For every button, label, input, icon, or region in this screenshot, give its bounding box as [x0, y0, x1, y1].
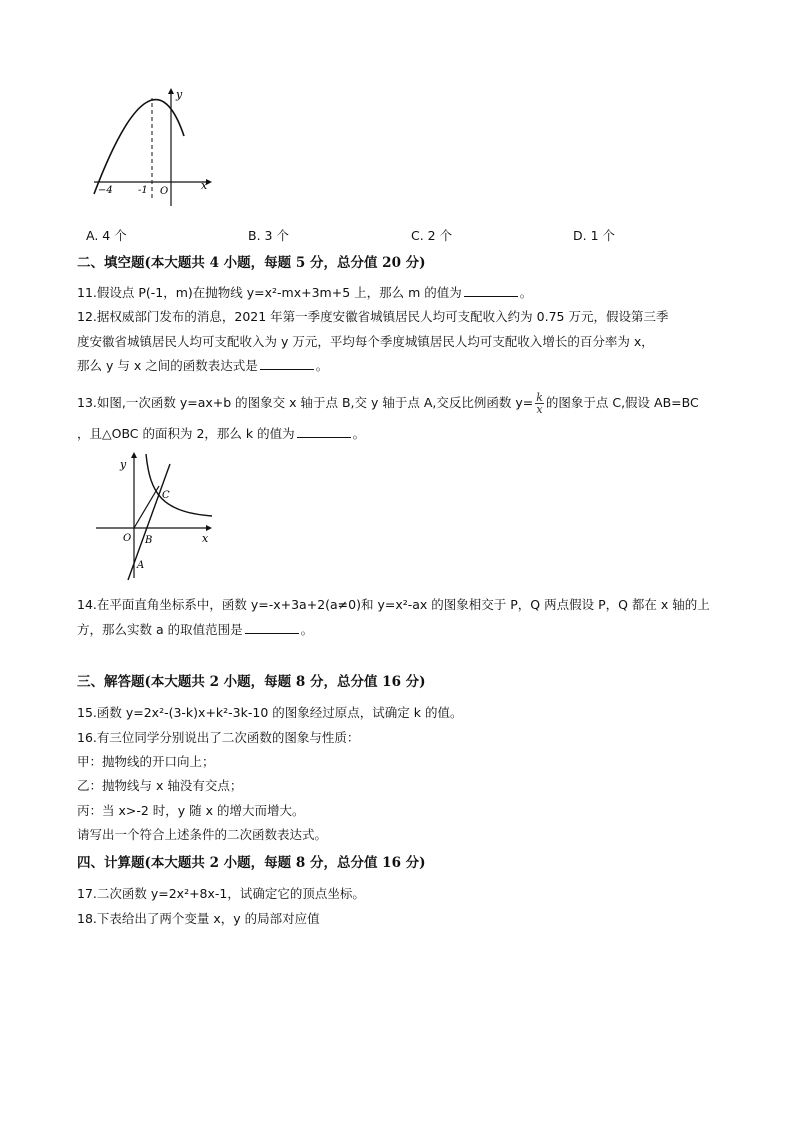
- q13-text: 13.如图,一次函数 y=ax+b 的图象交 x 轴于点 B,交 y 轴于点 A,交反比例函数 y=: [77, 395, 534, 410]
- q11-text: 11.假设点 P(-1，m)在抛物线 y=x²-mx+3m+5 上，那么 m 的值为: [77, 285, 462, 300]
- origin-label: O: [123, 533, 132, 544]
- option-b: B. 3 个: [248, 228, 289, 243]
- point-b-label: B: [145, 535, 153, 546]
- hyperbola-figure: [92, 450, 216, 584]
- q16-line3: 乙：抛物线与 x 轴没有交点；: [77, 778, 243, 793]
- q11-line: [77, 284, 532, 302]
- q13-end: 。: [352, 426, 366, 441]
- x-axis-label: x: [202, 532, 209, 545]
- point-a-label: A: [137, 560, 145, 571]
- y-axis-label: y: [120, 458, 127, 471]
- origin-label: O: [160, 186, 169, 197]
- segment-oc: [134, 486, 159, 528]
- q12-line1: 12.据权威部门发布的消息，2021 年第一季度安徽省城镇居民人均可支配收入约为 0.75 万元，假设第三季: [77, 309, 669, 324]
- q16-line1: 16.有三位同学分别说出了二次函数的图象与性质：: [77, 730, 360, 745]
- q12-line3: [77, 357, 328, 375]
- y-axis-label: y: [176, 88, 183, 101]
- q13-line1: [77, 392, 699, 415]
- q12-end: 。: [315, 358, 329, 373]
- q14-line1: 14.在平面直角坐标系中，函数 y=-x+3a+2(a≠0)和 y=x²-ax 的图象相交于 P，Q 两点假设 P，Q 都在 x 轴的上: [77, 597, 710, 612]
- option-a: A. 4 个: [86, 228, 127, 243]
- tick-neg4: −4: [98, 185, 113, 196]
- x-axis-label: x: [201, 179, 208, 192]
- k-over-x-fraction: [535, 392, 544, 415]
- q12-answer-blank[interactable]: [260, 357, 314, 370]
- fraction-numerator: k: [536, 391, 543, 404]
- tick-neg1: -1: [138, 185, 148, 196]
- q14-end: 。: [300, 622, 314, 637]
- q15-line: 15.函数 y=2x²-(3-k)x+k²-3k-10 的图象经过原点，试确定 k 的值。: [77, 705, 463, 720]
- section4-heading: 四、计算题(本大题共 2 小题，每题 8 分，总分值 16 分): [77, 855, 426, 871]
- q16-line4: 丙：当 x>-2 时，y 随 x 的增大而增大。: [77, 803, 305, 818]
- parabola-figure: [88, 86, 218, 211]
- q17-line: 17.二次函数 y=2x²+8x-1，试确定它的顶点坐标。: [77, 886, 365, 901]
- q16-line5: 请写出一个符合上述条件的二次函数表达式。: [77, 827, 328, 842]
- q18-line: 18.下表给出了两个变量 x，y 的局部对应值: [77, 911, 320, 926]
- hyperbola-curve: [146, 454, 212, 516]
- option-c: C. 2 个: [411, 228, 453, 243]
- option-d: D. 1 个: [573, 228, 615, 243]
- q13-line2: [77, 425, 365, 443]
- q13-text2: ，且△OBC 的面积为 2，那么 k 的值为: [77, 426, 295, 441]
- section2-heading: 二、填空题(本大题共 4 小题，每题 5 分，总分值 20 分): [77, 255, 426, 271]
- section3-heading: 三、解答题(本大题共 2 小题，每题 8 分，总分值 16 分): [77, 674, 426, 690]
- point-c-label: C: [162, 490, 170, 501]
- q13-text-cont: 的图象于点 C,假设 AB=BC: [545, 395, 699, 410]
- q14-text2: 方，那么实数 a 的取值范围是: [77, 622, 243, 637]
- q13-answer-blank[interactable]: [297, 425, 351, 438]
- q12-line2: 度安徽省城镇居民人均可支配收入为 y 万元，平均每个季度城镇居民人均可支配收入增长的百分率为 x，: [77, 334, 654, 349]
- q11-end: 。: [519, 285, 533, 300]
- q11-answer-blank[interactable]: [464, 284, 518, 297]
- fraction-denominator: x: [536, 403, 543, 416]
- q12-text: 那么 y 与 x 之间的函数表达式是: [77, 358, 258, 373]
- q14-line2: [77, 621, 313, 639]
- q14-answer-blank[interactable]: [245, 621, 299, 634]
- q16-line2: 甲：抛物线的开口向上；: [77, 754, 215, 769]
